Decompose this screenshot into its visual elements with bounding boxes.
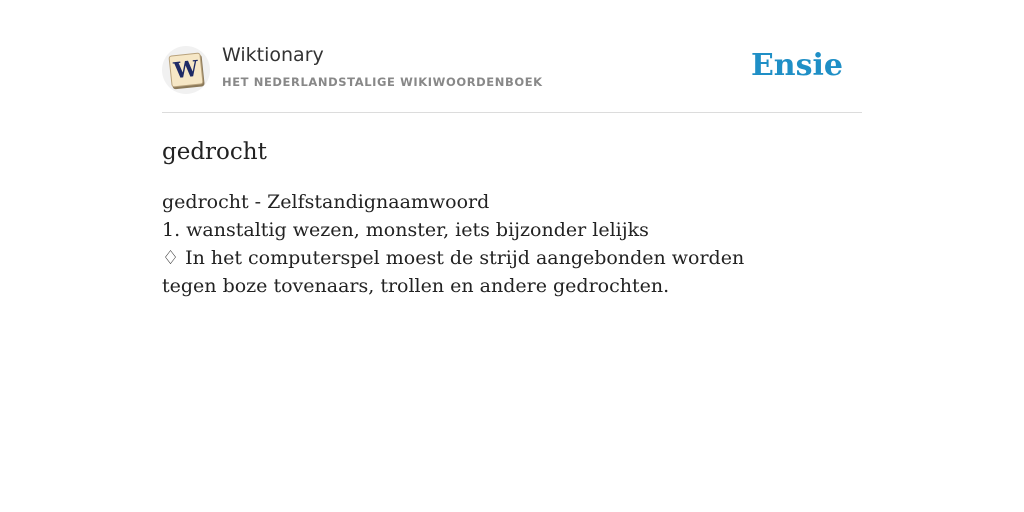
word-type-line: gedrocht - Zelfstandignaamwoord xyxy=(162,191,490,213)
dictionary-entry xyxy=(162,188,802,300)
example-sentence: ♢ In het computerspel moest de strijd aangebonden worden tegen boze tovenaars, trollen en andere gedrochten. xyxy=(162,247,745,297)
main-content xyxy=(162,113,862,300)
site-name[interactable]: Wiktionary xyxy=(222,44,324,66)
logo-letter: W xyxy=(172,55,200,85)
ensie-brand-link[interactable]: Ensie xyxy=(750,48,843,83)
wiktionary-logo[interactable] xyxy=(162,46,210,94)
site-header xyxy=(162,0,862,113)
page-title: gedrocht xyxy=(162,139,267,165)
site-tagline: HET NEDERLANDSTALIGE WIKIWOORDENBOEK xyxy=(222,75,543,89)
wiktionary-w-icon xyxy=(168,52,203,87)
definition-line: 1. wanstaltig wezen, monster, iets bijzonder lelijks xyxy=(162,219,649,241)
page xyxy=(162,0,862,300)
